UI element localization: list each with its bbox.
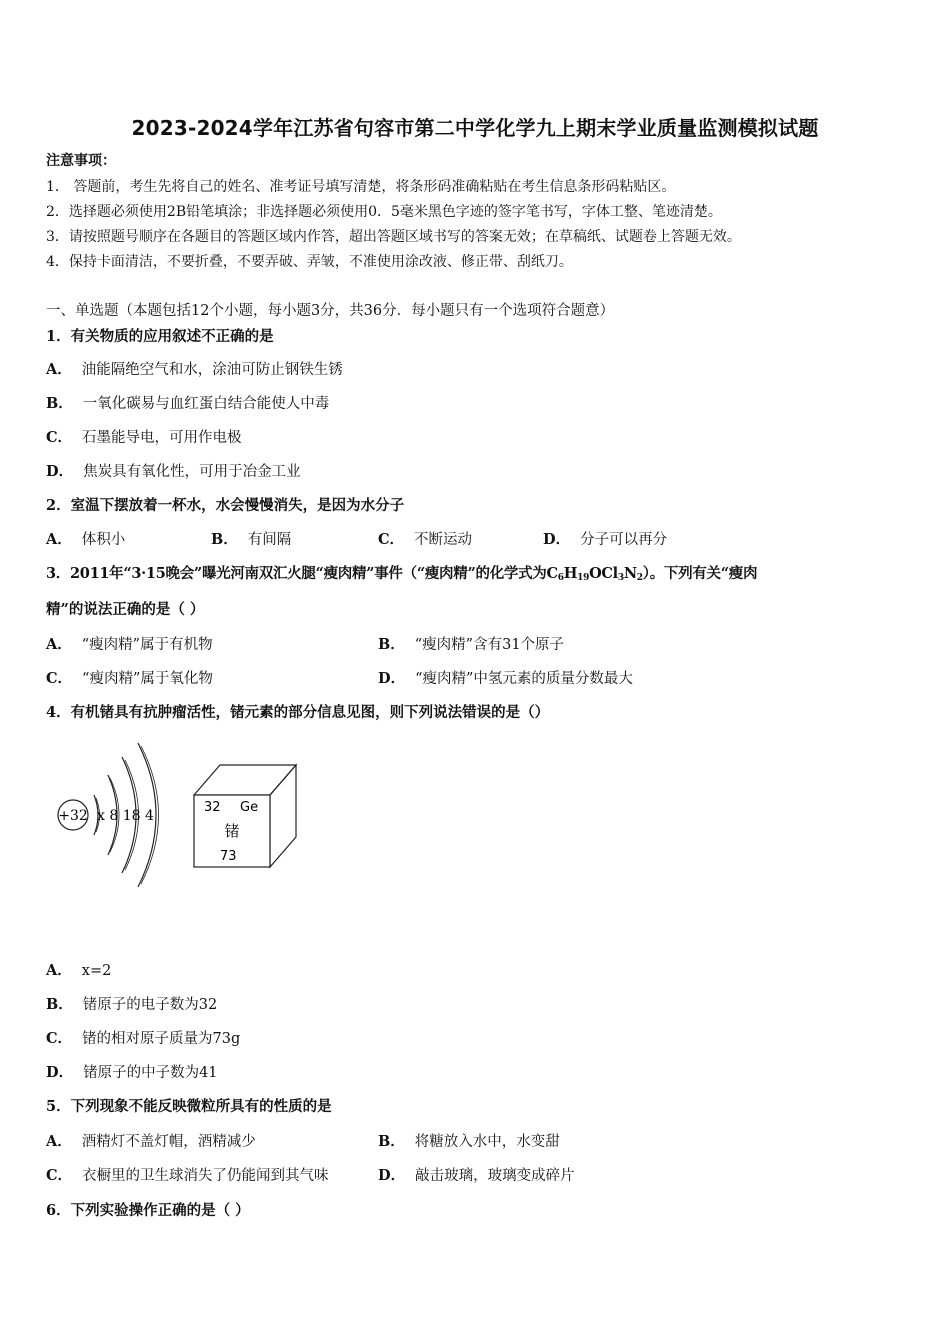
option-text: 一氧化碳易与血红蛋白结合能使人中毒: [82, 396, 330, 412]
option-key: C．: [46, 429, 73, 446]
q3-stem-pre: 3．2011年“3·15晚会”曝光河南双汇火腿“瘦肉精”事件（“瘦肉精”的化学式为: [46, 565, 547, 582]
notice-item: 4．保持卡面清洁，不要折叠，不要弄破、弄皱，不准使用涂改液、修正带、刮纸刀。: [46, 254, 573, 270]
question-1-stem: 1．有关物质的应用叙述不正确的是: [46, 328, 274, 345]
formula-sub: 2: [636, 573, 643, 583]
option-text: 石墨能导电，可用作电极: [82, 430, 242, 446]
q2-option-d: [543, 531, 667, 549]
option-key: A．: [46, 636, 72, 653]
formula-sub: 6: [557, 573, 564, 583]
shell-electron-counts: x 8 18 4: [97, 808, 154, 824]
q3-option-b: [378, 636, 564, 654]
nucleus-label: +32: [58, 808, 88, 824]
option-key: A．: [46, 531, 72, 548]
q3-option-c: [46, 670, 213, 688]
q5-option-b: [378, 1133, 560, 1151]
option-text: 锗原子的电子数为32: [82, 997, 218, 1013]
q4-option-b: [46, 996, 217, 1014]
q2-option-b: [211, 531, 291, 549]
option-text: “瘦肉精”属于有机物: [81, 637, 213, 653]
chemical-formula: [547, 565, 643, 582]
option-key: D．: [378, 1167, 406, 1184]
option-text: “瘦肉精”含有31个原子: [414, 637, 565, 653]
option-key: B．: [211, 531, 238, 548]
formula-c: C: [546, 565, 558, 582]
question-5-stem: 5．下列现象不能反映微粒所具有的性质的是: [46, 1098, 332, 1115]
element-symbol: Ge: [240, 800, 259, 815]
option-key: D．: [543, 531, 571, 548]
option-text: 分子可以再分: [580, 532, 668, 548]
option-key: B．: [378, 1133, 405, 1150]
option-text: 将糖放入水中，水变甜: [414, 1134, 560, 1150]
option-key: C．: [46, 670, 73, 687]
option-key: B．: [46, 996, 73, 1013]
formula-ocl: OCl: [589, 565, 618, 582]
option-text: 锗原子的中子数为41: [83, 1065, 218, 1081]
option-key: A．: [46, 1133, 72, 1150]
option-text: “瘦肉精”属于氧化物: [82, 671, 213, 687]
option-key: B．: [378, 636, 405, 653]
formula-n: N: [623, 565, 637, 582]
option-text: 锗的相对原子质量为73g: [82, 1031, 241, 1047]
q1-option-c: [46, 429, 242, 447]
question-2-stem: 2．室温下摆放着一杯水，水会慢慢消失，是因为水分子: [46, 497, 405, 514]
option-text: 酒精灯不盖灯帽，酒精减少: [81, 1134, 256, 1150]
q1-option-a: [46, 361, 343, 379]
q2-option-a: [46, 531, 125, 549]
q3-option-d: [378, 670, 633, 688]
formula-h: H: [563, 565, 578, 582]
question-3-stem: [46, 565, 757, 583]
option-key: C．: [378, 531, 405, 548]
q4-option-c: [46, 1030, 240, 1048]
q2-option-c: [378, 531, 472, 549]
option-key: D．: [46, 463, 74, 480]
question-6-stem: 6．下列实验操作正确的是（ ）: [46, 1202, 250, 1219]
element-name: 锗: [224, 822, 240, 840]
q4-option-a: [46, 962, 111, 980]
q1-option-b: [46, 395, 329, 413]
option-text: 油能隔绝空气和水，涂油可防止钢铁生锈: [81, 362, 343, 378]
notice-item: 1． 答题前，考生先将自己的姓名、准考证号填写清楚，将条形码准确粘贴在考生信息条形码粘贴区。: [46, 179, 676, 195]
germanium-diagram: [46, 735, 316, 895]
option-key: B．: [46, 395, 73, 412]
formula-sub: 19: [577, 573, 590, 583]
q3-option-a: [46, 636, 213, 654]
option-text: x=2: [81, 963, 112, 979]
q1-option-d: [46, 463, 301, 481]
option-key: A．: [46, 361, 72, 378]
option-text: “瘦肉精”中氢元素的质量分数最大: [415, 671, 633, 687]
option-key: D．: [46, 1064, 74, 1081]
option-text: 有间隔: [247, 532, 292, 548]
notice-item: 2．选择题必须使用2B铅笔填涂；非选择题必须使用0．5毫米黑色字迹的签字笔书写，字体工整、笔迹清楚。: [46, 204, 722, 220]
q4-option-d: [46, 1064, 218, 1082]
option-text: 衣橱里的卫生球消失了仍能闻到其气味: [82, 1168, 329, 1184]
option-key: A．: [46, 962, 72, 979]
card-side-face: [270, 765, 296, 867]
q5-option-c: [46, 1167, 329, 1185]
atomic-number: 32: [204, 800, 221, 815]
q5-option-a: [46, 1133, 256, 1151]
section-heading: 一、单选题（本题包括12个小题，每小题3分，共36分．每小题只有一个选项符合题意）: [46, 303, 615, 319]
notice-heading: 注意事项：: [46, 153, 116, 169]
notice-item: 3．请按照题号顺序在各题目的答题区域内作答，超出答题区域书写的答案无效；在草稿纸、试题卷上答题无效。: [46, 229, 741, 245]
card-top-face: [194, 765, 296, 795]
q3-stem-post: ）。下列有关“瘦肉: [642, 565, 758, 582]
option-key: C．: [46, 1167, 73, 1184]
option-text: 体积小: [81, 532, 126, 548]
germanium-figure: [46, 735, 316, 895]
q5-option-d: [378, 1167, 575, 1185]
option-key: D．: [378, 670, 406, 687]
option-text: 敲击玻璃，玻璃变成碎片: [415, 1168, 575, 1184]
page-title: 2023-2024学年江苏省句容市第二中学化学九上期末学业质量监测模拟试题: [131, 116, 819, 140]
formula-sub: 3: [617, 573, 624, 583]
question-4-stem: 4．有机锗具有抗肿瘤活性，锗元素的部分信息见图，则下列说法错误的是（）: [46, 704, 550, 721]
atomic-mass: 73: [220, 849, 237, 864]
option-key: C．: [46, 1030, 73, 1047]
option-text: 焦炭具有氧化性，可用于冶金工业: [83, 464, 301, 480]
question-3-stem-line2: 精”的说法正确的是（ ）: [46, 601, 205, 618]
option-text: 不断运动: [414, 532, 473, 548]
